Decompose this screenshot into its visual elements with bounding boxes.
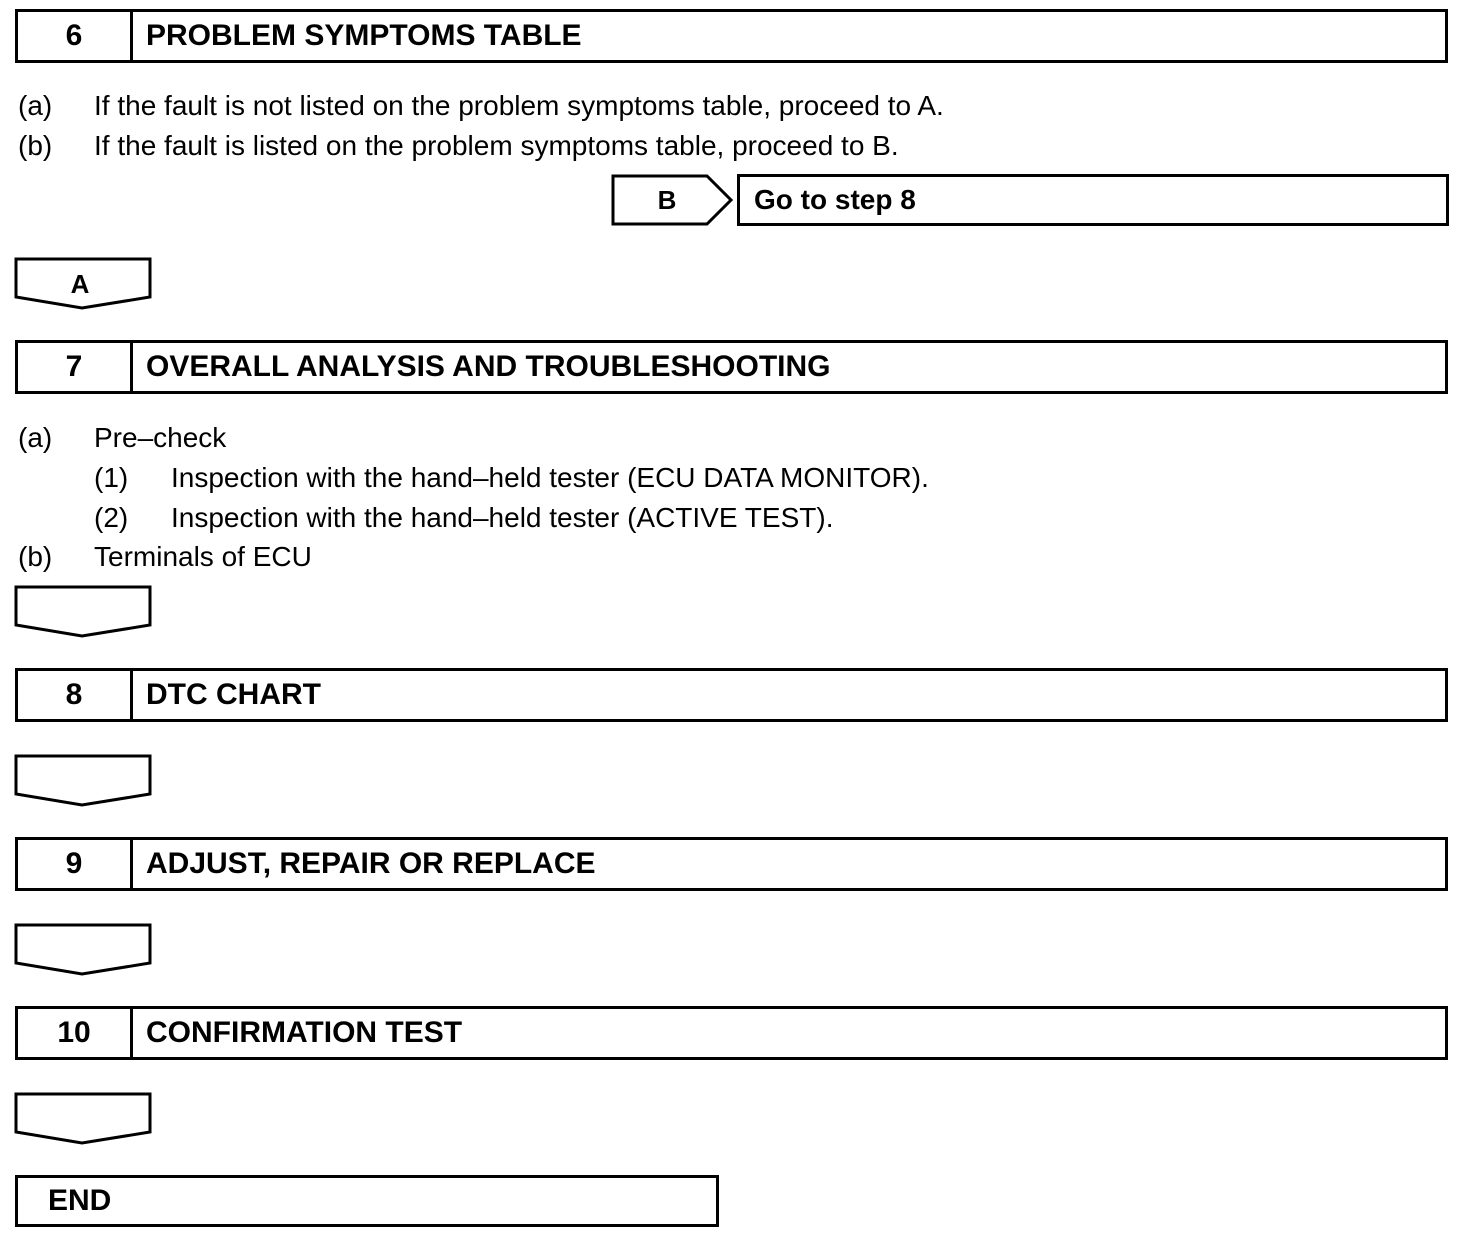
step-title: OVERALL ANALYSIS AND TROUBLESHOOTING xyxy=(146,350,831,383)
step-number: 10 xyxy=(18,1009,133,1057)
step-title: PROBLEM SYMPTOMS TABLE xyxy=(146,19,582,52)
step7-b-text: Terminals of ECU xyxy=(94,541,312,572)
step6-a-label: (a) xyxy=(18,90,53,121)
step6-a-text: If the fault is not listed on the problem symptoms table, proceed to A. xyxy=(94,90,944,121)
branch-a-arrow xyxy=(14,257,154,311)
branch-b-label: B xyxy=(657,185,677,215)
step-number: 8 xyxy=(18,671,133,719)
step-number: 9 xyxy=(18,840,133,888)
branch-a-label: A xyxy=(70,269,90,299)
step-10-header xyxy=(15,1006,1448,1060)
step-number: 6 xyxy=(18,12,133,60)
step7-a-text: Pre–check xyxy=(94,422,227,453)
step7-sub1-text: Inspection with the hand–held tester (ECU DATA MONITOR). xyxy=(171,462,929,493)
flow-down-arrow xyxy=(14,923,154,977)
step-title: CONFIRMATION TEST xyxy=(146,1016,463,1049)
flow-down-arrow xyxy=(14,754,154,808)
step-7-header xyxy=(15,340,1448,394)
step7-a-label: (a) xyxy=(18,422,53,453)
step-number: 7 xyxy=(18,343,133,391)
step6-b-label: (b) xyxy=(18,130,53,161)
step7-b-label: (b) xyxy=(18,541,53,572)
end-box: END xyxy=(15,1175,719,1227)
step-title: ADJUST, REPAIR OR REPLACE xyxy=(146,847,596,880)
step6-b-text: If the fault is listed on the problem symptoms table, proceed to B. xyxy=(94,130,899,161)
step-9-header xyxy=(15,837,1448,891)
step-title: DTC CHART xyxy=(146,678,321,711)
step7-sub2-label: (2) xyxy=(94,502,129,533)
flow-down-arrow xyxy=(14,1092,154,1146)
flow-down-arrow xyxy=(14,585,154,639)
step-6-header xyxy=(15,9,1448,63)
goto-step-8[interactable]: Go to step 8 xyxy=(737,174,1449,226)
branch-b-arrow xyxy=(611,174,735,226)
step7-sub1-label: (1) xyxy=(94,462,129,493)
step7-sub2-text: Inspection with the hand–held tester (ACTIVE TEST). xyxy=(171,502,834,533)
step-8-header xyxy=(15,668,1448,722)
